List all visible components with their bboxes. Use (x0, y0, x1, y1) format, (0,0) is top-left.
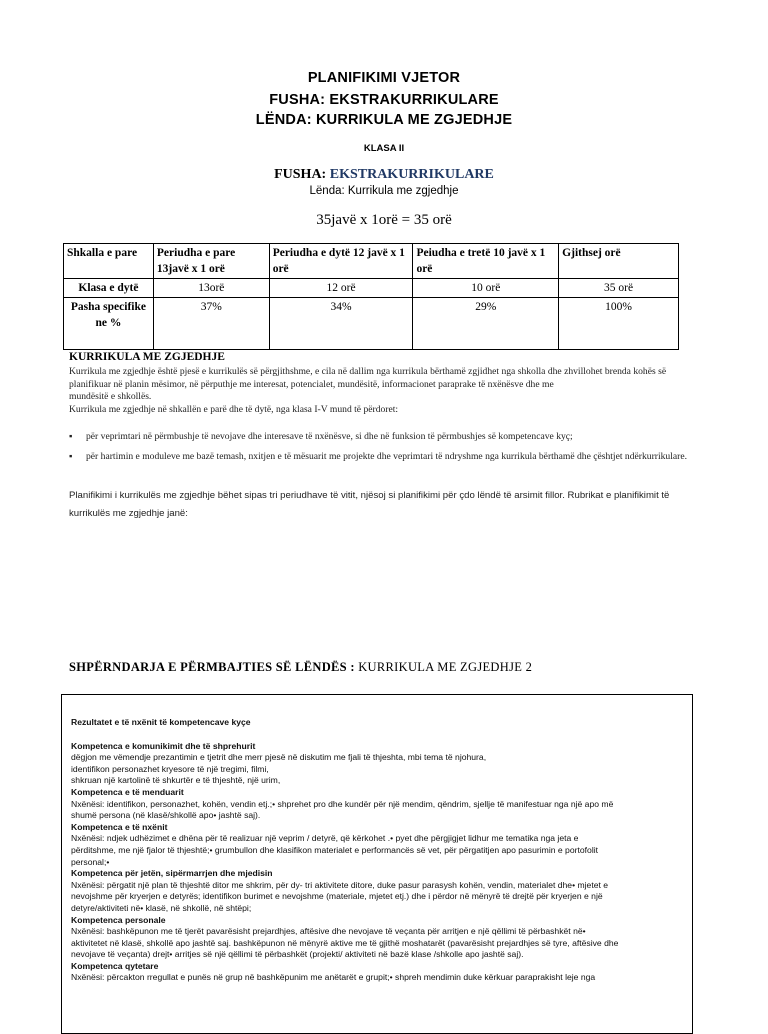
table-cell: 35 orë (559, 279, 679, 298)
competence-line: Nxënësi: identifikon, personazhet, kohën, vendin etj.;• shprehet pro dhe kundër për një mendim, qëndrim, sjellje të manifestuar nga një apo më (71, 798, 614, 809)
competence-line: aktivitetet në klasë, shkollë apo jashtë saj. bashkëpunon në mënyrë aktive me të gjithë moshatarët (pavarësisht prejardhjes së tyre, aftësive dhe (71, 937, 619, 948)
table-row-label: Pasha specifike ne % (64, 298, 154, 350)
periods-table (63, 243, 679, 350)
kurrikula-p2: Kurrikula me zgjedhje në shkallën e parë dhe të dytë, nga klasa I-V mund të përdoret: (69, 403, 399, 415)
hours-formula: 35javë x 1orë = 35 orë (316, 212, 452, 228)
competence-line: nevojave të veçanta) drejt• arritjes së një qëllimi të përbashkët (projekti/ aktiviteti në bazë klase /shkolle apo jashtë saj). (71, 949, 524, 960)
title-lenda: LËNDA: KURRIKULA ME ZGJEDHJE (255, 112, 513, 128)
competence-title: Kompetenca për jetën, sipërmarrjen dhe mjedisin (71, 868, 273, 879)
competence-line: përditshme, me një fjalor të thjeshtë;• grumbullon dhe klasifikon materialet e performancës së vet, për përgatitjen apo pasurimin e portofolit (71, 844, 599, 855)
bullet-item (69, 431, 709, 444)
planifikimi-paragraph: Planifikimi i kurrikulës me zgjedhje bëhet sipas tri periudhave të vitit, njësoj si planifikimi për çdo lëndë të arsimit fillor. Rubrikat e planifikimit të kurrikulës me zgjedhje janë: (69, 490, 670, 519)
table-cell: 100% (559, 298, 679, 350)
table-row (64, 279, 679, 298)
kurrikula-p1b: mundësitë e shkollës. (69, 391, 152, 402)
kurrikula-paragraph (69, 366, 709, 416)
competence-line: nevojshme për kryerjen e detyrës; identifikon burimet e nevojshme (materiale, mjetet etj.) dhe i përdor në mënyrë të drejtë për kryerjen e një (71, 891, 603, 902)
table-row-label: Klasa e dytë (64, 279, 154, 298)
bullet-icon: ▪ (69, 451, 73, 462)
competence-title: Kompetenca e komunikimit dhe të shprehurit (71, 740, 256, 751)
bullet-item (69, 451, 709, 464)
table-header-cell: Shkalla e pare (64, 244, 154, 279)
table-cell: 37% (153, 298, 269, 350)
kurrikula-title: KURRIKULA ME ZGJEDHJE (69, 351, 225, 363)
competence-line: shkruan një kartolinë të shkurtër e të thjeshtë, një urim, (71, 775, 281, 786)
competence-line: detyre/aktiviteti në• klasë, në shkollë, në shtëpi; (71, 902, 252, 913)
title-planifikimi: PLANIFIKIMI VJETOR (307, 70, 461, 86)
competence-line: personal;• (71, 856, 110, 867)
bullet-text: për hartimin e moduleve me bazë temash, nxitjen e të mësuarit me projekte dhe veprimtari të ndryshme nga kurrikula bërthamë dhe çështjet ndërkurrikulare. (86, 451, 687, 462)
table-header-cell: Periudha e dytë 12 javë x 1 orë (269, 244, 413, 279)
competences-content (71, 717, 686, 984)
shperndarja-value: KURRIKULA ME ZGJEDHJE 2 (358, 660, 533, 674)
shperndarja-title (69, 660, 532, 675)
competence-line: Nxënësi: përcakton rregullat e punës në grup në bashkëpunim me anëtarët e grupit;• shpreh mendimin duke kërkuar paraprakisht leje nga (71, 972, 596, 983)
competence-title: Kompetenca e të nxënit (71, 821, 168, 832)
table-header-row (64, 244, 679, 279)
table-cell: 13orë (153, 279, 269, 298)
table-header-cell: Gjithsej orë (559, 244, 679, 279)
competence-line: Nxënësi: ndjek udhëzimet e dhëna për të realizuar një veprim / detyrë, që kërkohet .• pyet dhe përgjigjet lidhur me tematika nga jeta e (71, 833, 579, 844)
fusha-line (0, 167, 768, 183)
table-row (64, 298, 679, 350)
fusha-value: EKSTRAKURRIKULARE (329, 167, 494, 182)
table-cell: 34% (269, 298, 413, 350)
competence-line: identifikon personazhet kryesore të një tregimi, filmi, (71, 763, 269, 774)
competence-title: Kompetenca personale (71, 914, 166, 925)
bullet-text: për veprimtari në përmbushje të nevojave dhe interesave të nxënësve, si dhe në funksion të përmbushjes së kompetencave kyç; (86, 431, 573, 442)
competence-title: Kompetenca qytetare (71, 960, 159, 971)
competence-line: Nxënësi: përgatit një plan të thjeshtë ditor me shkrim, për dy- tri aktivitete ditore, duke pasur parasysh kohën, vendin, materialet dhe• mjetet e (71, 879, 609, 890)
fusha-label: FUSHA: (274, 167, 330, 182)
table-header-cell: Periudha e pare 13javë x 1 orë (153, 244, 269, 279)
competence-line: shumë persona (në klasë/shkollë apo• jashtë saj). (71, 810, 261, 821)
table-cell: 12 orë (269, 279, 413, 298)
competences-heading: Rezultatet e të nxënit të kompetencave kyçe (71, 717, 251, 727)
competence-line: Nxënësi: bashkëpunon me të tjerët pavarësisht prejardhjes, aftësive dhe nevojave të veçanta për arritjen e një qëllimi të përbashkët në• (71, 926, 586, 937)
competences-box (61, 694, 693, 1034)
table-cell: 29% (413, 298, 559, 350)
competence-title: Kompetenca e të menduarit (71, 786, 184, 797)
klasa-label: KLASA II (363, 143, 405, 154)
lenda-line: Lënda: Kurrikula me zgjedhje (309, 185, 459, 197)
bullet-icon: ▪ (69, 431, 73, 442)
competence-line: dëgjon me vëmendje prezantimin e tjetrit dhe merr pjesë në diskutim me fjali të thjeshta, mbi tema të njohura, (71, 752, 487, 763)
table-cell: 10 orë (413, 279, 559, 298)
table-header-cell: Peiudha e tretë 10 javë x 1 orë (413, 244, 559, 279)
title-fusha: FUSHA: EKSTRAKURRIKULARE (269, 92, 499, 108)
shperndarja-label: SHPËRNDARJA E PËRMBAJTIES SË LËNDËS : (69, 660, 359, 674)
kurrikula-p1: Kurrikula me zgjedhje është pjesë e kurrikulës së përgjithshme, e cila në dallim nga kurrikula bërthamë zgjidhet nga shkolla dhe zhvillohet brenda kohës së planifikuar në planin mësimor, në përputhje me interesat, potencialet, mundësitë, informacionet paraprake të nxënësve dhe me (69, 366, 667, 390)
